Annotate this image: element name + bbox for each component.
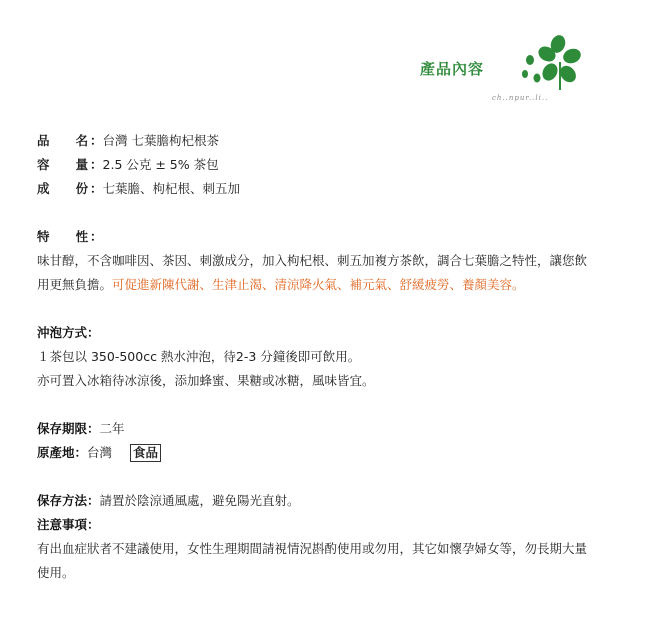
brew-line-2: 亦可置入冰箱待冰涼後，添加蜂蜜、果糖或冰糖，風味皆宜。	[37, 373, 375, 388]
brand-logo	[412, 34, 592, 106]
notes-heading: 注意事項：	[37, 517, 100, 532]
features-highlight: 可促進新陳代謝、生津止渴、清涼降火氣、補元氣、舒緩疲勞、養顏美容。	[112, 277, 525, 292]
origin-value: 台灣	[87, 445, 113, 460]
product-name-value: 台灣 七葉膽枸杞根茶	[102, 133, 219, 148]
storage-label: 保存方法：	[37, 493, 100, 508]
product-name-row: 品 名 ：台灣 七葉膽枸杞根茶	[37, 129, 597, 153]
logo-title: 產品內容	[420, 60, 485, 78]
leaf-logo-icon	[520, 34, 582, 92]
features-heading: 特 性 ：	[37, 229, 103, 244]
shelf-life-row	[37, 417, 597, 441]
product-info	[37, 129, 597, 585]
features-paragraph	[37, 249, 597, 297]
capacity-value: 2.5 公克 ± 5% 茶包	[102, 157, 219, 172]
brew-heading: 沖泡方式：	[37, 325, 100, 340]
product-name-label: 品 名	[37, 133, 89, 148]
shelf-life-label: 保存期限：	[37, 421, 100, 436]
ingredients-row: 成 份 ：七葉膽、枸杞根、刺五加	[37, 177, 597, 201]
brew-line-1: １茶包以 350-500cc 熱水沖泡，待2-3 分鐘後即可飲用。	[37, 349, 361, 364]
notes-paragraph: 有出血症狀者不建議使用，女性生理期間請視情況斟酌使用或勿用，其它如懷孕婦女等，勿長期大量使用。	[37, 541, 588, 580]
storage-row	[37, 489, 597, 513]
food-badge: 食品	[130, 444, 161, 462]
logo-subtitle: ch..npur..li..	[492, 94, 549, 102]
ingredients-label: 成 份	[37, 181, 89, 196]
capacity-row: 容 量 ：2.5 公克 ± 5% 茶包	[37, 153, 597, 177]
storage-value: 請置於陰涼通風處，避免陽光直射。	[99, 493, 300, 508]
capacity-label: 容 量	[37, 157, 89, 172]
ingredients-value: 七葉膽、枸杞根、刺五加	[102, 181, 241, 196]
origin-row	[37, 441, 597, 465]
shelf-life-value: 二年	[99, 421, 125, 436]
features-text: 味甘醇，不含咖啡因、茶因、刺激成分，加入枸杞根、刺五加複方茶飲，調合七葉膽之特性，讓您飲用更無負擔。	[37, 253, 588, 292]
origin-label: 原產地：	[37, 445, 88, 460]
